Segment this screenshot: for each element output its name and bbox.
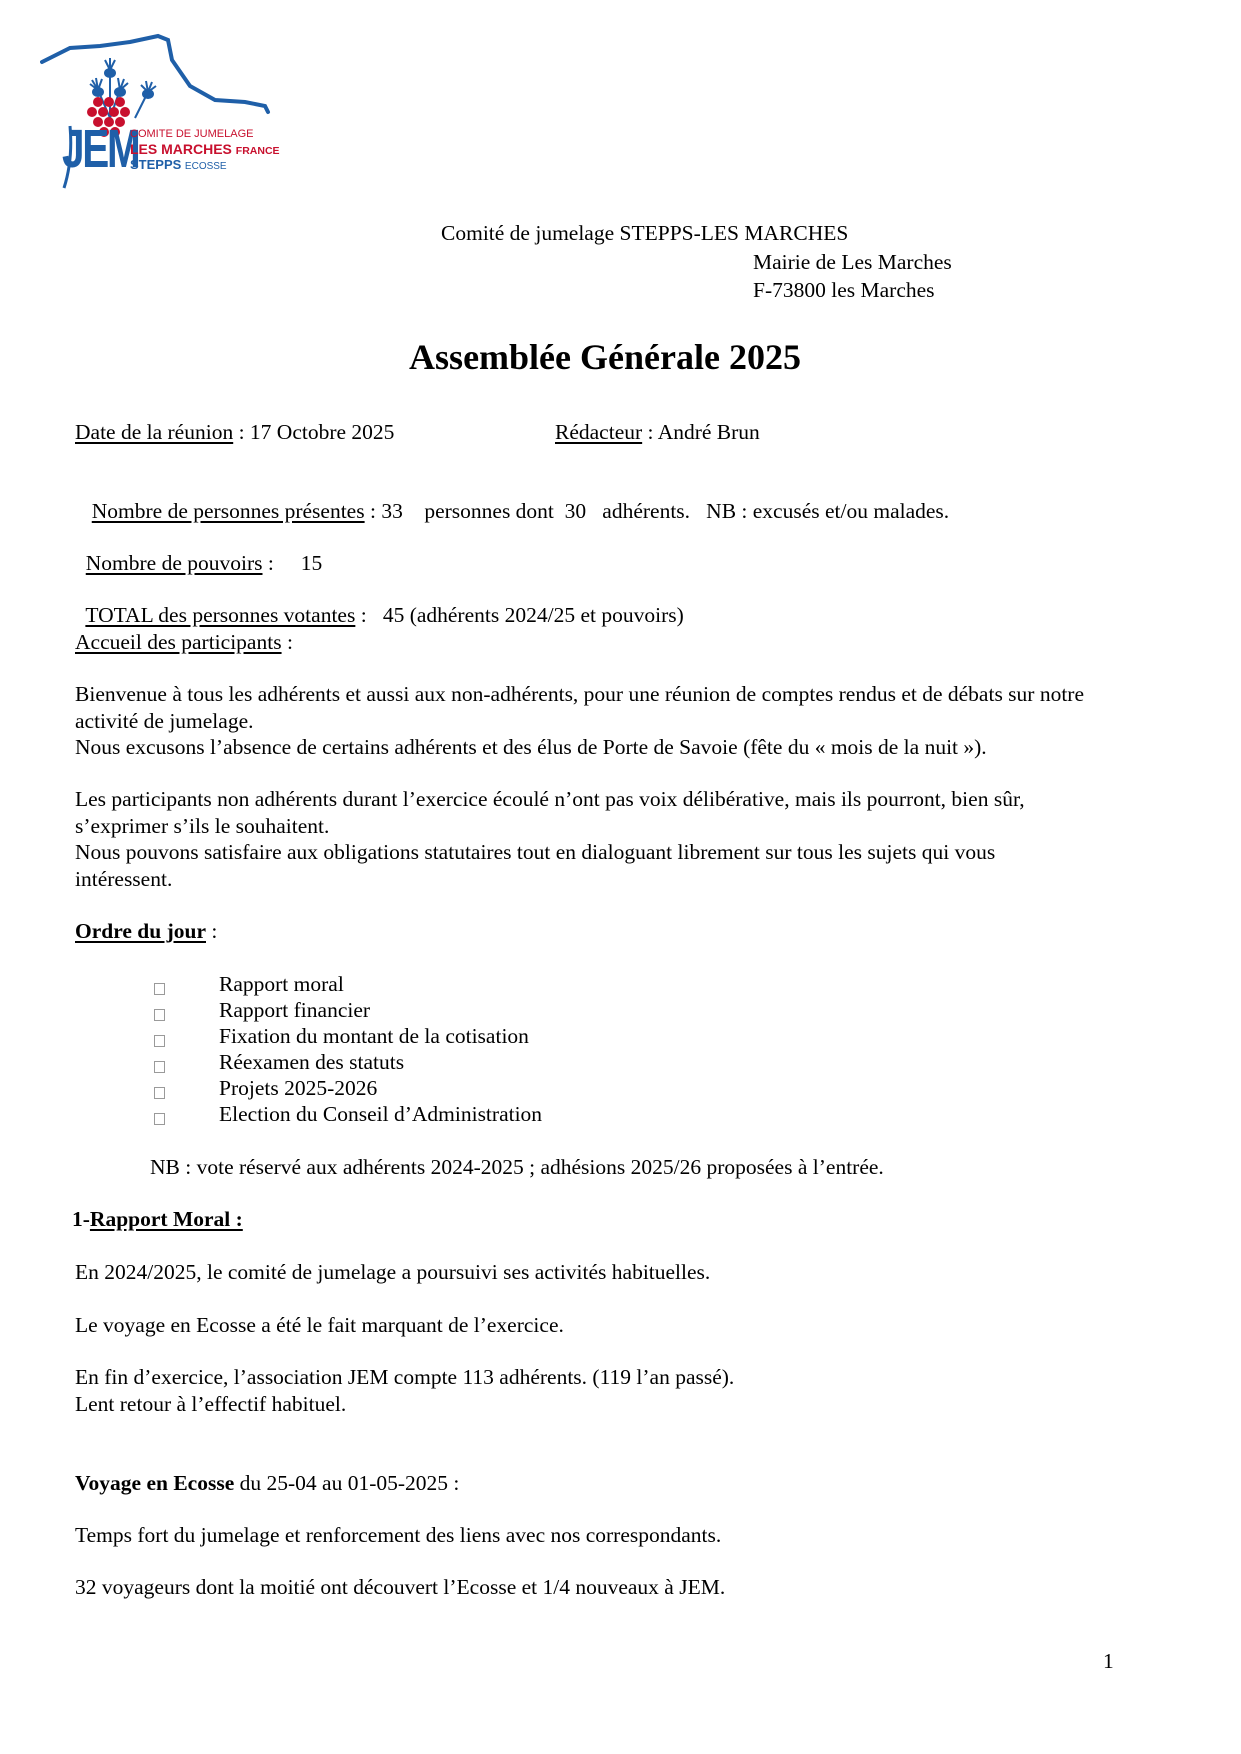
logo (40, 30, 310, 215)
logo-line3-country: ECOSSE (184, 161, 227, 172)
page-number: 1 (1103, 1649, 1114, 1673)
welcome-p1-line3: Nous excusons l’absence de certains adhérents et des élus de Porte de Savoie (fête du « mois de la nuit »). (75, 735, 987, 759)
address-line2: Mairie de Les Marches (753, 250, 952, 274)
author-label: Rédacteur (555, 420, 643, 444)
page-title: Assemblée Générale 2025 (409, 337, 801, 377)
bullet-icon (154, 1009, 165, 1021)
section1-p3-line2: Lent retour à l’effectif habituel. (75, 1392, 347, 1416)
meeting-proxies (75, 524, 322, 576)
bullet-icon (154, 1061, 165, 1073)
agenda-heading (75, 918, 217, 944)
logo-line2-country: FRANCE (235, 145, 280, 157)
section1-title: Rapport Moral : (89, 1207, 243, 1231)
welcome-p2-line2: s’exprimer s’ils le souhaitent. (75, 814, 330, 838)
present-value: : 33 personnes dont 30 adhérents. NB : excusés et/ou malades. (364, 499, 950, 523)
agenda-heading-suffix: : (206, 919, 218, 943)
bullet-icon (154, 1087, 165, 1099)
meeting-date (75, 419, 394, 445)
address-line3: F-73800 les Marches (753, 278, 935, 302)
voters-label: TOTAL des personnes votantes (85, 603, 356, 627)
agenda-item: Election du Conseil d’Administration (219, 1102, 543, 1126)
date-label: Date de la réunion (75, 420, 234, 444)
date-value: : 17 Octobre 2025 (233, 420, 395, 444)
section1-p5: 32 voyageurs dont la moitié ont découvert l’Ecosse et 1/4 nouveaux à JEM. (75, 1575, 726, 1599)
meeting-author (555, 419, 760, 445)
proxies-label: Nombre de pouvoirs (85, 551, 263, 575)
agenda-note: NB : vote réservé aux adhérents 2024-2025 ; adhésions 2025/26 proposées à l’entrée. (150, 1155, 884, 1179)
welcome-p2-line4: intéressent. (75, 867, 173, 891)
trip-heading (75, 1470, 459, 1496)
agenda-item: Fixation du montant de la cotisation (219, 1024, 529, 1048)
logo-line2 (130, 141, 280, 157)
bullet-icon (154, 1035, 165, 1047)
agenda-item: Rapport financier (219, 998, 371, 1022)
welcome-p2-line3: Nous pouvons satisfaire aux obligations statutaires tout en dialoguant librement sur tous les sujets qui vous (75, 840, 996, 864)
meeting-voters (75, 576, 684, 628)
proxies-value: : 15 (262, 551, 323, 575)
section1-number: 1- (72, 1207, 90, 1231)
section1-p1: En 2024/2025, le comité de jumelage a poursuivi ses activités habituelles. (75, 1260, 711, 1284)
logo-line3-name: STEPPS (130, 157, 182, 172)
voters-value: : 45 (adhérents 2024/25 et pouvoirs) (355, 603, 684, 627)
agenda-item: Rapport moral (219, 972, 344, 996)
section1-p4: Temps fort du jumelage et renforcement des liens avec nos correspondants. (75, 1523, 722, 1547)
section1-p3-line1: En fin d’exercice, l’association JEM compte 113 adhérents. (119 l’an passé). (75, 1365, 735, 1389)
mountain-line (42, 36, 268, 112)
bullet-icon (154, 983, 165, 995)
trip-heading-label: Voyage en Ecosse (75, 1471, 235, 1495)
agenda-item: Projets 2025-2026 (219, 1076, 378, 1100)
welcome-heading (75, 629, 293, 655)
agenda-heading-label: Ordre du jour (75, 919, 206, 943)
section1-heading (72, 1206, 243, 1232)
logo-line3 (130, 157, 227, 172)
logo-line1: COMITE DE JUMELAGE (130, 128, 254, 140)
trip-dates: du 25-04 au 01-05-2025 : (234, 1471, 460, 1495)
bullet-icon (154, 1113, 165, 1125)
welcome-p1-line1: Bienvenue à tous les adhérents et aussi aux non-adhérents, pour une réunion de comptes rendus et de débats sur notre (75, 682, 1085, 706)
address-line1: Comité de jumelage STEPPS-LES MARCHES (441, 221, 849, 245)
present-label: Nombre de personnes présentes (91, 499, 365, 523)
logo-monogram: JEM (62, 119, 139, 179)
welcome-heading-suffix: : (281, 630, 293, 654)
agenda-item: Réexamen des statuts (219, 1050, 405, 1074)
author-value: : André Brun (642, 420, 760, 444)
welcome-p1-line2: activité de jumelage. (75, 709, 254, 733)
section1-p2: Le voyage en Ecosse a été le fait marquant de l’exercice. (75, 1313, 564, 1337)
logo-line2-name: LES MARCHES (130, 141, 232, 157)
meeting-present (81, 472, 949, 524)
welcome-heading-label: Accueil des participants (75, 630, 282, 654)
welcome-p2-line1: Les participants non adhérents durant l’exercice écoulé n’ont pas voix délibérative, mais ils pourront, bien sûr, (75, 787, 1025, 811)
